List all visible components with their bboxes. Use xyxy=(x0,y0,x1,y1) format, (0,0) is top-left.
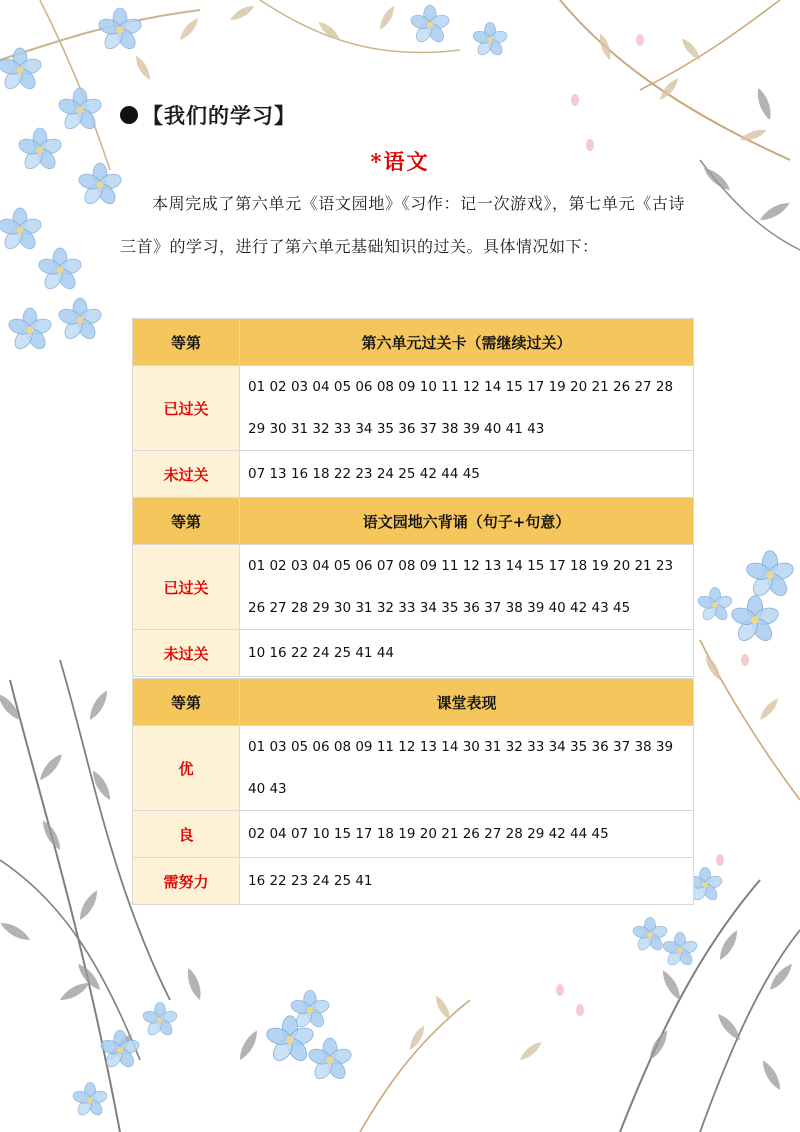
class-performance-table xyxy=(132,678,694,905)
section-heading-text: 【我们的学习】 xyxy=(142,103,296,128)
table-row xyxy=(133,811,694,858)
header-title: 课堂表现 xyxy=(240,679,694,726)
table-row xyxy=(133,451,694,498)
section-heading xyxy=(120,100,296,130)
header-grade: 等第 xyxy=(133,498,240,545)
subject-title: *语文 xyxy=(370,149,430,174)
row-values: 07 13 16 18 22 23 24 25 42 44 45 xyxy=(240,451,694,498)
row-values: 16 22 23 24 25 41 xyxy=(240,858,694,905)
table-row xyxy=(133,858,694,905)
unit-six-checkpoint-table xyxy=(132,318,694,498)
table-row xyxy=(133,545,694,630)
row-values: 02 04 07 10 15 17 18 19 20 21 26 27 28 29 42 44 45 xyxy=(240,811,694,858)
row-label: 未过关 xyxy=(133,630,240,677)
table-row xyxy=(133,630,694,677)
table-row xyxy=(133,366,694,451)
row-label: 需努力 xyxy=(133,858,240,905)
row-label: 良 xyxy=(133,811,240,858)
recitation-table xyxy=(132,497,694,677)
row-values: 01 02 03 04 05 06 07 08 09 11 12 13 14 15 17 18 19 20 21 23 26 27 28 29 30 31 32 33 34 35 36 37 38 39 40 42 43 45 xyxy=(240,545,694,630)
row-label: 优 xyxy=(133,726,240,811)
intro-paragraph: 本周完成了第六单元《语文园地》《习作：记一次游戏》，第七单元《古诗三首》的学习，进行了第六单元基础知识的过关。具体情况如下： xyxy=(120,194,685,256)
row-label: 未过关 xyxy=(133,451,240,498)
header-title: 第六单元过关卡（需继续过关） xyxy=(240,319,694,366)
table-header-row xyxy=(133,498,694,545)
row-values: 01 03 05 06 08 09 11 12 13 14 30 31 32 33 34 35 36 37 38 39 40 43 xyxy=(240,726,694,811)
row-label: 已过关 xyxy=(133,545,240,630)
bullet-dot-icon xyxy=(120,106,138,124)
table-header-row xyxy=(133,679,694,726)
row-values: 01 02 03 04 05 06 08 09 10 11 12 14 15 17 19 20 21 26 27 28 29 30 31 32 33 34 35 36 37 38 39 40 41 43 xyxy=(240,366,694,451)
header-grade: 等第 xyxy=(133,679,240,726)
table-header-row xyxy=(133,319,694,366)
header-grade: 等第 xyxy=(133,319,240,366)
row-label: 已过关 xyxy=(133,366,240,451)
header-title: 语文园地六背诵（句子+句意） xyxy=(240,498,694,545)
row-values: 10 16 22 24 25 41 44 xyxy=(240,630,694,677)
table-row xyxy=(133,726,694,811)
